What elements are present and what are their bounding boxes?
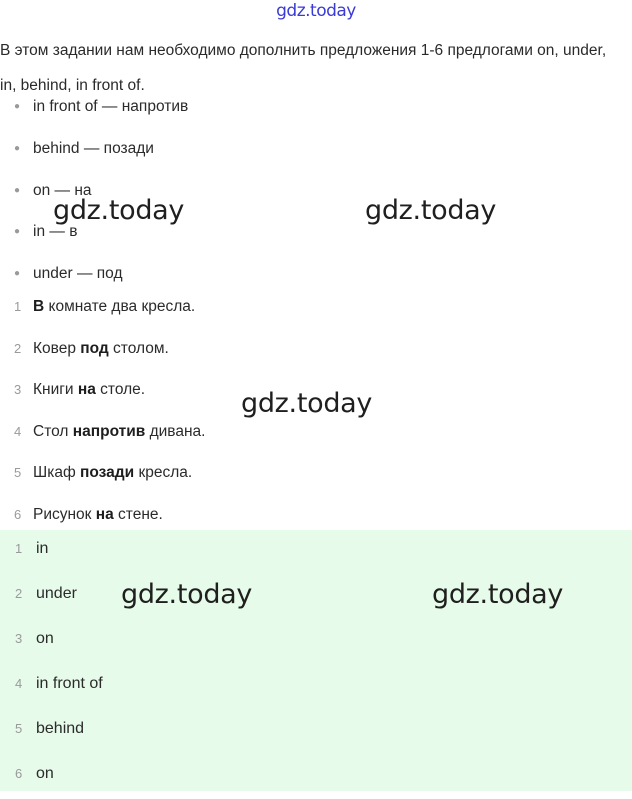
answer-text: behind — [36, 720, 85, 737]
answer-number: 4 — [15, 676, 23, 691]
sentence-text-after: стене. — [113, 505, 163, 523]
vocab-item — [0, 128, 632, 170]
sentence-preposition: В — [33, 298, 45, 315]
vocab-translation: на — [74, 181, 92, 199]
vocab-term: in front of — [33, 98, 98, 115]
answer-number: 1 — [15, 541, 23, 556]
vocabulary-list — [0, 86, 632, 295]
watermark: gdz.today — [432, 579, 564, 610]
answer-list — [0, 529, 632, 799]
header-watermark: gdz.today — [276, 1, 356, 21]
vocab-translation: в — [69, 223, 78, 241]
sentence-number: 6 — [14, 506, 22, 522]
sentence-preposition: на — [95, 505, 114, 523]
sentence-preposition: позади — [80, 464, 135, 482]
sentence-number: 1 — [14, 299, 22, 314]
sentence-text-after: столом. — [108, 339, 169, 357]
vocab-separator: — — [97, 98, 122, 115]
sentence-item — [0, 452, 632, 494]
vocab-item — [0, 86, 632, 128]
sentence-text-before: Ковер — [33, 339, 81, 357]
sentence-item — [0, 286, 632, 328]
bullet-icon: ● — [14, 142, 21, 154]
answer-item — [0, 619, 632, 664]
sentence-text-before: Шкаф — [33, 464, 81, 482]
sentence-number: 2 — [14, 340, 22, 356]
bullet-icon: ● — [14, 184, 21, 196]
vocab-term: on — [33, 181, 51, 199]
vocab-translation: позади — [103, 139, 154, 157]
bullet-icon: ● — [14, 268, 21, 279]
vocab-separator: — — [79, 139, 104, 157]
watermark: gdz.today — [53, 195, 185, 226]
sentence-preposition: под — [80, 339, 109, 357]
watermark: gdz.today — [121, 579, 253, 610]
answer-number: 6 — [15, 766, 23, 781]
answer-text: on — [36, 765, 54, 782]
vocab-separator: — — [72, 265, 97, 282]
vocab-separator: — — [45, 223, 70, 241]
vocab-translation: под — [96, 265, 123, 282]
sentence-text-after: кресла. — [134, 464, 193, 482]
sentence-text-before: Рисунок — [33, 505, 96, 523]
answer-item — [0, 529, 632, 574]
sentence-text-after: комнате два кресла. — [44, 298, 196, 315]
sentence-number: 5 — [14, 465, 22, 481]
sentence-item — [0, 328, 632, 370]
answer-item — [0, 709, 632, 754]
answer-item — [0, 664, 632, 709]
sentence-text-after: дивана. — [145, 422, 206, 440]
answer-text: on — [36, 630, 54, 647]
answer-number: 2 — [15, 586, 23, 601]
vocab-term: behind — [33, 139, 80, 157]
watermark: gdz.today — [365, 195, 497, 226]
answer-text: under — [36, 585, 77, 602]
sentence-preposition: на — [77, 381, 96, 399]
answer-number: 5 — [15, 721, 23, 736]
vocab-term: in — [33, 223, 46, 241]
bullet-icon: ● — [14, 226, 21, 238]
vocab-translation: напротив — [121, 98, 189, 115]
sentence-preposition: напротив — [72, 422, 146, 440]
answer-text: in — [36, 540, 49, 557]
watermark: gdz.today — [241, 388, 373, 419]
answer-item — [0, 754, 632, 799]
sentence-text-before: Стол — [33, 422, 73, 440]
answer-box — [0, 530, 632, 791]
sentence-text-after: столе. — [95, 381, 146, 399]
sentence-number: 3 — [14, 382, 22, 398]
answer-number: 3 — [15, 631, 23, 646]
task-intro-text: В этом задании нам необходимо дополнить предложения 1-6 предлогами on, under, in, behind, in front of. — [0, 42, 607, 94]
vocab-term: under — [33, 265, 73, 282]
bullet-icon: ● — [14, 101, 21, 112]
sentence-text-before: Книги — [33, 381, 78, 399]
vocab-separator: — — [50, 181, 75, 199]
sentence-number: 4 — [14, 423, 22, 439]
answer-text: in front of — [36, 675, 103, 692]
